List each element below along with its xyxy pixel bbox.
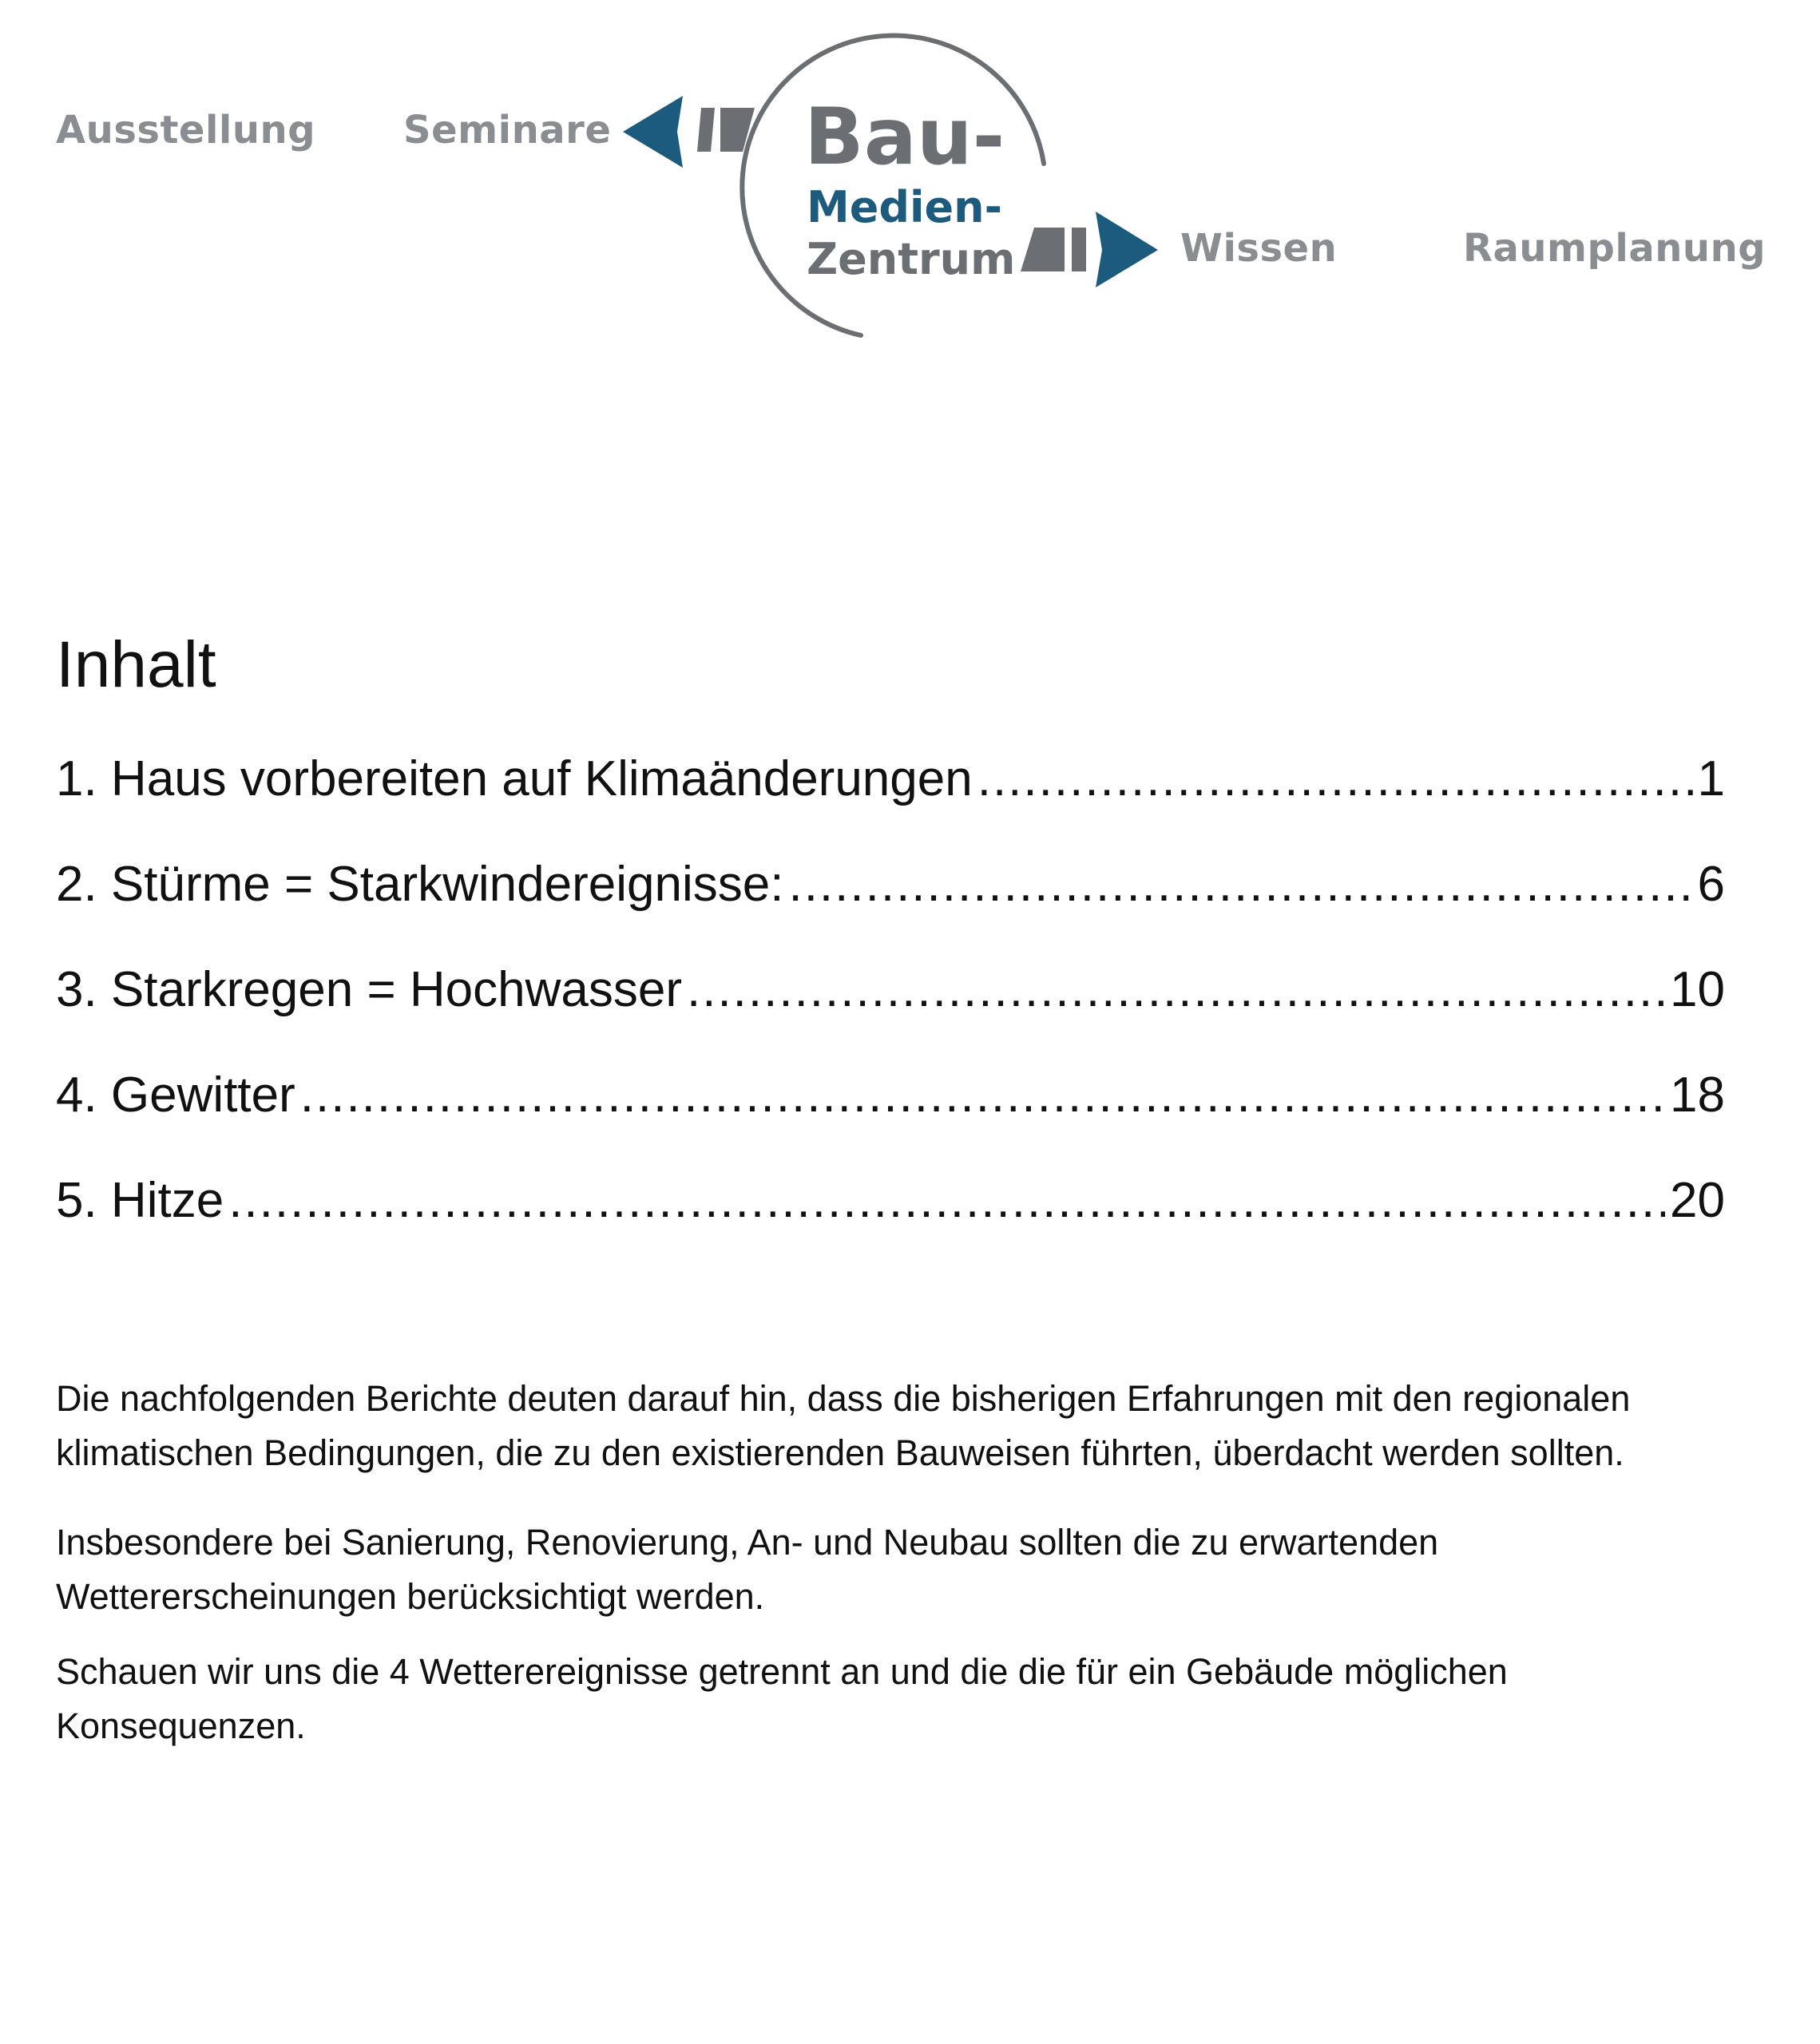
logo-text-zentrum: Zentrum	[807, 234, 1016, 284]
intro-paragraph: Schauen wir uns die 4 Wetterereignisse getrennt an und die die für ein Gebäude möglichen Konsequenzen.	[56, 1651, 1508, 1746]
toc-entry-page: 6	[1697, 857, 1725, 912]
toc-entry-label: 3. Starkregen = Hochwasser	[56, 962, 682, 1017]
bau-medien-zentrum-logo[interactable]	[607, 24, 1182, 359]
right-arrow-icon	[1096, 212, 1158, 287]
intro-paragraph: Insbesondere bei Sanierung, Renovierung, An- und Neubau sollten die zu erwartenden Wettererscheinungen berücksichtigt werden.	[56, 1522, 1439, 1617]
toc-entry-label: 2. Stürme = Starkwindereignisse:	[56, 857, 784, 912]
toc-entry[interactable]	[56, 857, 1725, 965]
toc-leader-dots	[788, 860, 1692, 909]
nav-link-wissen[interactable]: Wissen	[1180, 226, 1338, 271]
toc-entry-label: 5. Hitze	[56, 1173, 224, 1228]
nav-link-seminare[interactable]: Seminare	[403, 108, 612, 153]
toc-entry[interactable]	[56, 1173, 1725, 1281]
right-arrow-bar-2-icon	[1072, 228, 1086, 271]
toc-entry-page: 1	[1697, 751, 1725, 806]
toc-leader-dots	[687, 965, 1665, 1015]
toc-entry-label: 4. Gewitter	[56, 1068, 295, 1123]
toc-title: Inhalt	[56, 628, 216, 701]
logo-text-medien: Medien-	[807, 182, 1003, 232]
toc-list	[56, 751, 1725, 1281]
site-header	[0, 0, 1820, 367]
nav-link-raumplanung[interactable]: Raumplanung	[1463, 226, 1766, 271]
toc-entry-label: 1. Haus vorbereiten auf Klimaänderungen	[56, 751, 973, 806]
intro-text	[56, 1372, 1757, 1753]
toc-entry-page: 18	[1670, 1068, 1725, 1123]
intro-paragraph: Die nachfolgenden Berichte deuten darauf hin, dass die bisherigen Erfahrungen mit den regionalen klimatischen Bedingungen, die zu den existierenden Bauweisen führten, überdacht werden sollten.	[56, 1378, 1631, 1473]
toc-entry-page: 20	[1670, 1173, 1725, 1228]
toc-entry[interactable]	[56, 751, 1725, 860]
right-arrow-bar-1-icon	[1021, 228, 1065, 271]
toc-leader-dots	[228, 1176, 1665, 1226]
toc-entry[interactable]	[56, 1068, 1725, 1176]
toc-leader-dots	[977, 755, 1693, 804]
left-arrow-icon	[623, 96, 683, 168]
toc-entry-page: 10	[1670, 962, 1725, 1017]
toc-entry[interactable]	[56, 962, 1725, 1071]
logo-text-bau: Bau-	[804, 92, 1005, 183]
left-arrow-bar-1-icon	[697, 108, 715, 152]
toc-leader-dots	[300, 1071, 1665, 1120]
nav-link-ausstellung[interactable]: Ausstellung	[56, 108, 316, 153]
